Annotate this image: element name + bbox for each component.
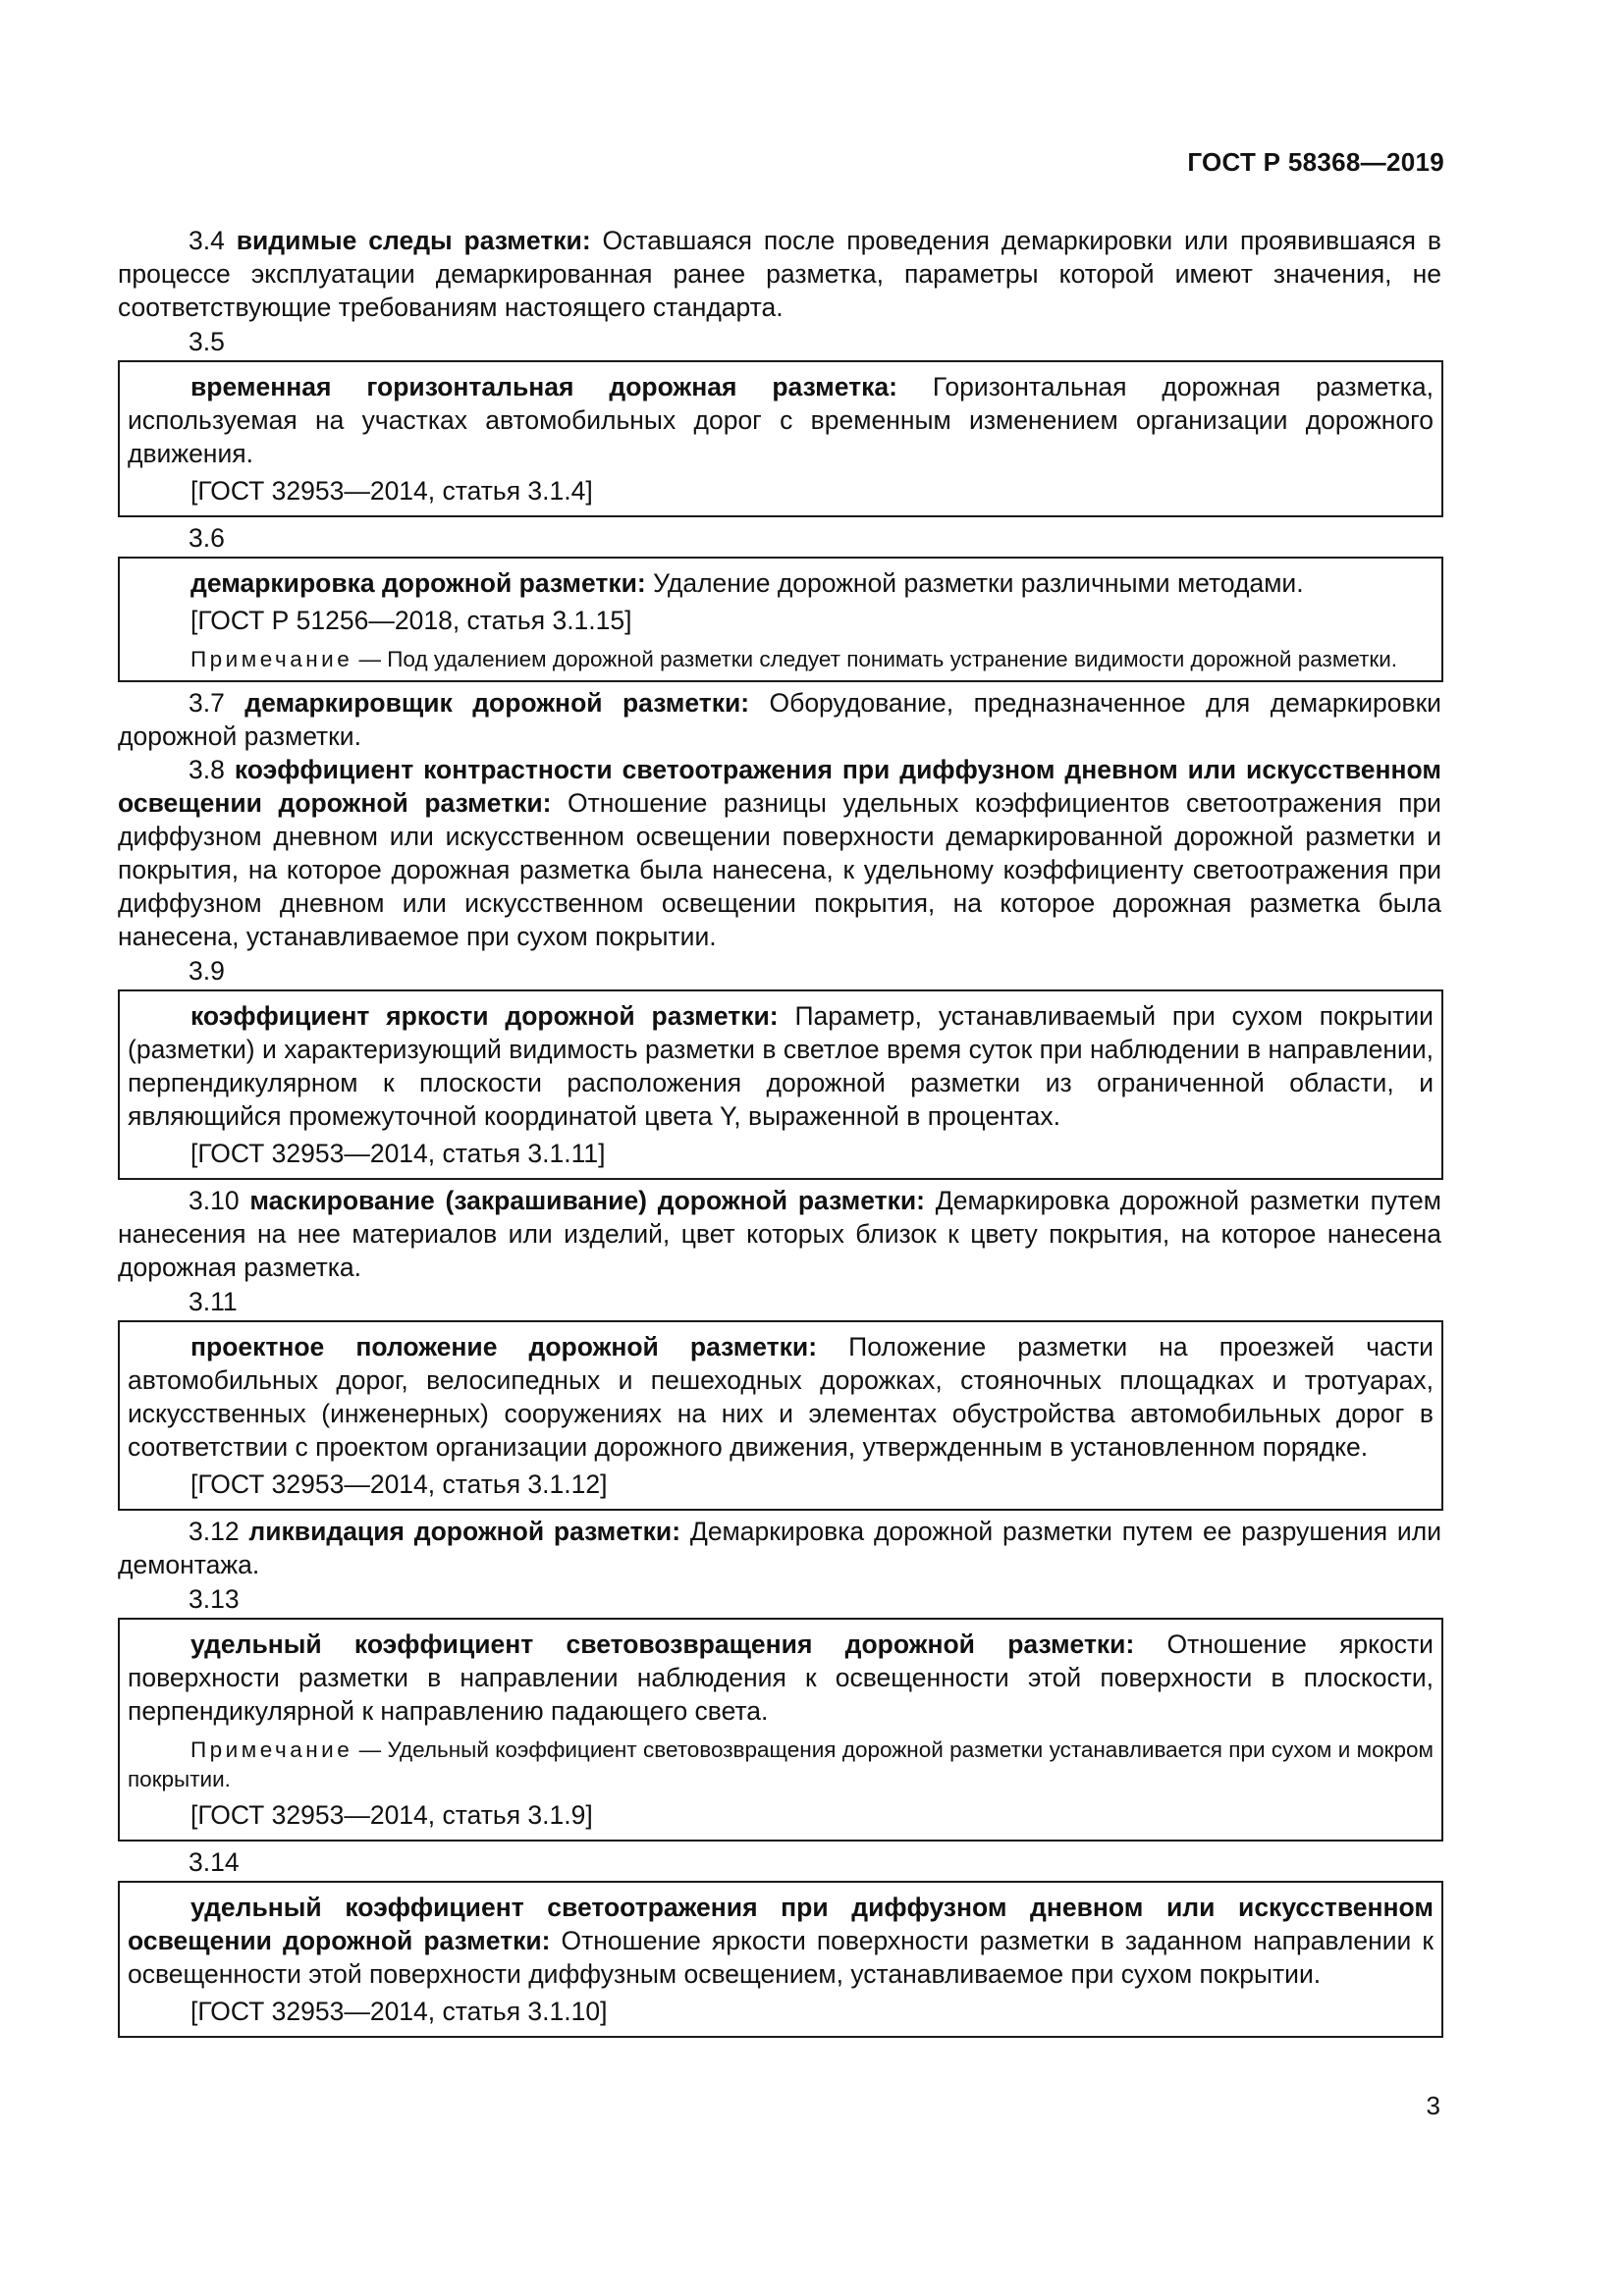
definition-3-10 bbox=[118, 1184, 1441, 1284]
definition-text: Демаркировка дорожной разметки путем нанесения на нее материалов или изделий, цвет которых близок к цвету покрытия, на которое нанесена дорожная разметка. bbox=[118, 1186, 1441, 1282]
definition-text: Отношение яркости поверхности разметки в направлении наблюдения к освещенности этой поверхности в плоскости, перпендикулярной к направлению падающего света. bbox=[128, 1629, 1434, 1726]
term: ликвидация дорожной разметки: bbox=[248, 1517, 681, 1546]
definition-paragraph bbox=[128, 566, 1434, 600]
source-reference: [ГОСТ 32953—2014, статья 3.1.4] bbox=[190, 476, 593, 506]
source-reference: [ГОСТ 32953—2014, статья 3.1.11] bbox=[190, 1139, 606, 1168]
clause-number: 3.7 bbox=[189, 688, 225, 718]
source-reference: [ГОСТ 32953—2014, статья 3.1.9] bbox=[190, 1800, 593, 1830]
definition-text: Параметр, устанавливаемый при сухом покрытии (разметки) и характеризующий видимость разметки в светлое время суток при наблюдении в направлении, перпендикулярном к плоскости расположения дорожной разметки из ограниченной области, и являющийся промежуточной координатой цвета Y, выраженной в процентах. bbox=[128, 1001, 1434, 1131]
definition-text: Горизонтальная дорожная разметка, используемая на участках автомобильных дорог с временным изменением организации дорожного движения. bbox=[128, 372, 1434, 468]
quoted-definition-3-11 bbox=[118, 1320, 1443, 1511]
term: маскирование (закрашивание) дорожной разметки: bbox=[249, 1186, 925, 1215]
term: удельный коэффициент световозвращения дорожной разметки: bbox=[190, 1629, 1135, 1659]
page-number: 3 bbox=[1426, 2091, 1440, 2120]
clause-number-3-11: 3.11 bbox=[189, 1287, 238, 1316]
source-reference: [ГОСТ 32953—2014, статья 3.1.10] bbox=[190, 1997, 608, 2026]
definitions-section bbox=[118, 224, 1441, 2042]
definition-paragraph bbox=[128, 370, 1434, 470]
definition-text: Отношение разницы удельных коэффициентов светоотражения при диффузном дневном или искусственном освещении поверхности демаркированной дорожной разметки и покрытия, на которое дорожная разметка была нанесена, к удельному коэффициенту светоотражения при диффузном дневном или искусственном освещении покрытия, на которое дорожная разметка была нанесена, устанавливаемое при сухом покрытии. bbox=[118, 788, 1441, 951]
definition-text: Оборудование, предназначенное для демаркировки дорожной разметки. bbox=[118, 688, 1441, 751]
clause-number: 3.8 bbox=[189, 755, 225, 784]
definition-text: Удаление дорожной разметки различными методами. bbox=[653, 568, 1304, 598]
definition-text: Положение разметки на проезжей части автомобильных дорог, велосипедных и пешеходных дорожках, стояночных площадках и тротуарах, искусственных (инженерных) сооружениях на них и элементах обустройства автомобильных дорог в соответствии с проектом организации дорожного движения, утвержденным в установленном порядке. bbox=[128, 1332, 1434, 1462]
quoted-definition-3-13 bbox=[118, 1618, 1443, 1842]
source-reference: [ГОСТ Р 51256—2018, статья 3.1.15] bbox=[190, 606, 632, 635]
definition-3-12 bbox=[118, 1515, 1441, 1581]
document-designation: ГОСТ Р 58368—2019 bbox=[1187, 147, 1444, 177]
clause-number-3-5: 3.5 bbox=[189, 327, 225, 356]
term: коэффициент контрастности светоотражения при диффузном дневном или искусственном освещении дорожной разметки: bbox=[118, 755, 1441, 818]
term: коэффициент яркости дорожной разметки: bbox=[190, 1001, 779, 1031]
definition-paragraph bbox=[128, 1891, 1434, 1991]
note bbox=[128, 645, 1434, 674]
source-reference: [ГОСТ 32953—2014, статья 3.1.12] bbox=[190, 1469, 608, 1499]
quoted-definition-3-14 bbox=[118, 1881, 1443, 2038]
quoted-definition-3-6 bbox=[118, 557, 1443, 682]
clause-number: 3.12 bbox=[189, 1517, 240, 1546]
definition-paragraph bbox=[128, 1628, 1434, 1728]
clause-number: 3.10 bbox=[189, 1186, 240, 1215]
term: удельный коэффициент светоотражения при диффузном дневном или искусственном освещении дорожной разметки: bbox=[128, 1893, 1434, 1955]
definition-paragraph bbox=[128, 999, 1434, 1133]
quoted-definition-3-9 bbox=[118, 989, 1443, 1180]
note bbox=[128, 1735, 1434, 1794]
quoted-definition-3-5 bbox=[118, 360, 1443, 517]
definition-text: Демаркировка дорожной разметки путем ее разрушения или демонтажа. bbox=[118, 1517, 1441, 1579]
note-label: Примечание bbox=[190, 1737, 353, 1762]
clause-number-3-6: 3.6 bbox=[189, 523, 225, 553]
term: временная горизонтальная дорожная разметка: bbox=[190, 372, 897, 401]
clause-number: 3.4 bbox=[189, 226, 225, 255]
definition-3-4 bbox=[118, 224, 1441, 324]
term: демаркировка дорожной разметки: bbox=[190, 568, 646, 598]
definition-text: Оставшаяся после проведения демаркировки или проявившаяся в процессе эксплуатации демаркированная ранее разметка, параметры которой имеют значения, не соответствующие требованиям настоящего стандарта. bbox=[118, 226, 1441, 322]
clause-number-3-13: 3.13 bbox=[189, 1584, 240, 1614]
clause-number-3-9: 3.9 bbox=[189, 956, 225, 986]
definition-3-7 bbox=[118, 686, 1441, 753]
note-text: — Удельный коэффициент световозвращения дорожной разметки устанавливается при сухом и мокром покрытии. bbox=[128, 1737, 1434, 1791]
term: демаркировщик дорожной разметки: bbox=[244, 688, 750, 718]
definition-3-8 bbox=[118, 753, 1441, 953]
definition-text: Отношение яркости поверхности разметки в заданном направлении к освещенности этой поверхности диффузным освещением, устанавливаемое при сухом покрытии. bbox=[128, 1926, 1434, 1989]
term: видимые следы разметки: bbox=[236, 226, 591, 255]
note-text: — Под удалением дорожной разметки следует понимать устранение видимости дорожной разметки. bbox=[358, 647, 1398, 671]
term: проектное положение дорожной разметки: bbox=[190, 1332, 818, 1362]
note-label: Примечание bbox=[190, 647, 353, 671]
definition-paragraph bbox=[128, 1330, 1434, 1464]
clause-number-3-14: 3.14 bbox=[189, 1847, 240, 1877]
